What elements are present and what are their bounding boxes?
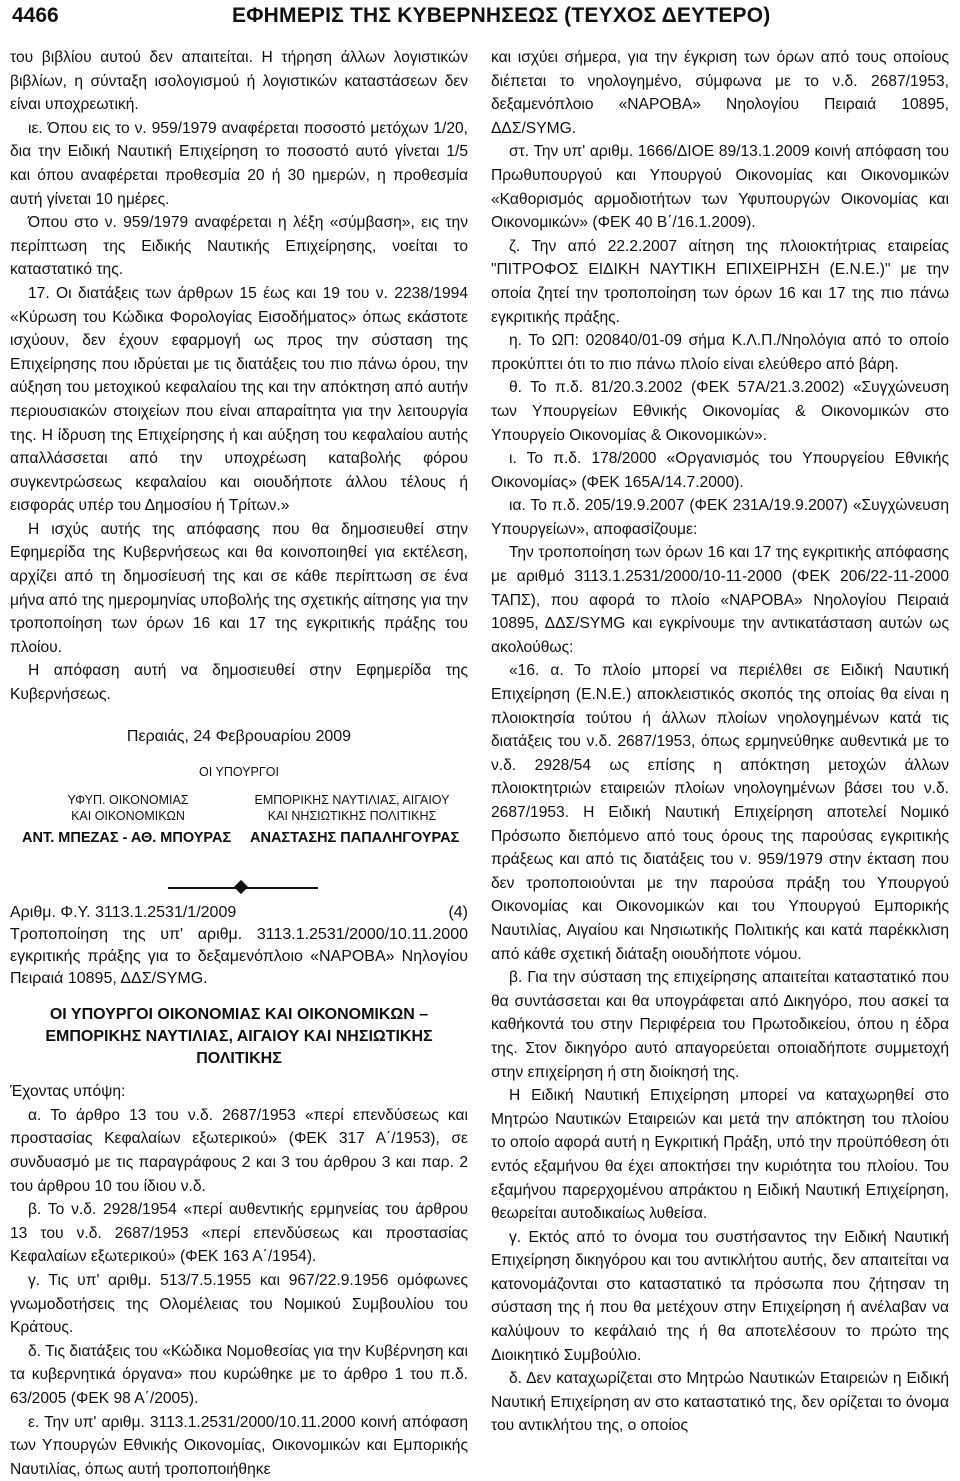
recital: η. Το ΩΠ: 020840/01-09 σήμα Κ.Λ.Π./Νηολόγια από το οποίο προκύπτει ότι το πιο πάνω πλοίο είναι ελεύθερο από βάρη. (491, 332, 949, 373)
section-separator (10, 875, 468, 901)
paragraph: Όπου στο ν. 959/1979 αναφέρεται η λέξη «σύμβαση», εις την περίπτωση της Ειδικής Ναυτικής Επιχείρησης, νοείται το καταστατικό της. (10, 214, 468, 279)
recital: ζ. Την από 22.2.2007 αίτηση της πλοιοκτήτριας εταιρείας "ΠΙΤΡΟΦΟΣ ΕΙΔΙΚΗ ΝΑΥΤΙΚΗ ΕΠΙΧΕΙΡΗΣΗ (Ε.Ν.Ε.)" με την οποία ζητεί την τροποποίηση των όρων 16 και 17 της πιο πάνω εγκριτικής πράξης. (491, 237, 949, 326)
gazette-title: ΕΦΗΜΕΡΙΣ ΤΗΣ ΚΥΒΕΡΝΗΣΕΩΣ (ΤΕΥΧΟΣ ΔΕΥΤΕΡΟ) (232, 4, 771, 27)
paragraph: Η ισχύς αυτής της απόφασης που θα δημοσιευθεί στην Εφημερίδα της Κυβερνήσεως και θα κοινοποιηθεί για εκτέλεση, αρχίζει από τη δημοσίευσή της και σε κάθε περίπτωση σε ένα μήνα από της ημερομηνίας υποβολής της σχετικής αίτησης για την τροποποίηση των όρων 16 και 17 της εγκριτικής πράξης του πλοίου. (10, 520, 468, 656)
recital: ια. Το π.δ. 205/19.9.2007 (ΦΕΚ 231Α/19.9.2007) «Συγχώνευση Υπουργείων», αποφασίζουμε: (491, 497, 949, 538)
term-paragraph: β. Για την σύσταση της επιχείρησης απαιτείται καταστατικό που θα συντάσσεται και θα υπογράφεται από Δικηγόρο, που ασκεί τα καθήκοντά του στην Περιφέρεια του Πρωτοδικείου, όπου η έδρα της. Στον δικηγόρο αυτό απαγορεύεται οποιαδήποτε συμμετοχή στην επιχείρηση ή στη διοίκησή της. (491, 969, 949, 1081)
decision-number: Αριθμ. Φ.Υ. 3113.1.2531/1/2009 (10, 903, 237, 921)
signature-block (10, 725, 468, 875)
decision-index: (4) (448, 903, 468, 921)
signatory-title: ΚΑΙ ΝΗΣΙΩΤΙΚΗΣ ΠΟΛΙΤΙΚΗΣ (267, 808, 437, 823)
signatory-name: ΑΝΤ. ΜΠΕΖΑΣ - ΑΘ. ΜΠΟΥΡΑΣ (22, 829, 232, 846)
term-paragraph: δ. Δεν καταχωρίζεται στο Μητρώο Ναυτικών Εταιρειών η Ειδική Ναυτική Επιχείρηση αν στο καταστατικό της, δεν ορίζεται το όνομα του αντικλήτου της, ο οποίος (491, 1370, 949, 1435)
recital: α. Το άρθρο 13 του ν.δ. 2687/1953 «περί επενδύσεως και προστασίας Κεφαλαίων εξωτερικού» (ΦΕΚ 317 Α΄/1953), σε συνδυασμό με τις παραγράφους 2 και 3 του άρθρου 3 και παρ. 2 του άρθρου 10 του ίδιου ν.δ. (10, 1106, 468, 1195)
paragraph: 17. Οι διατάξεις των άρθρων 15 έως και 19 του ν. 2238/1994 «Κύρωση του Κώδικα Φορολογίας Εισοδήματος» όπως εκάστοτε ισχύουν, δεν έχουν εφαρμογή ως προς την σύσταση της Επιχείρησης που ιδρύεται με τις διατάξεις του πιο πάνω όρου, την αύξηση του μετοχικού κεφαλαίου της και την απόκτηση από αυτήν περιουσιακών στοιχείων που είναι απαραίτητα για την λειτουργία της. Η ίδρυση της Επιχείρησης ή και αύξηση του κεφαλαίου αυτής απαλλάσσεται από την υποχρέωση καταβολής φόρου συγκεντρώσεως κεφαλαίου και οιουδήποτε άλλου τέλους ή εισφοράς υπέρ του Δημοσίου ή Τρίτων.» (10, 284, 468, 515)
paragraph: ιε. Όπου εις το ν. 959/1979 αναφέρεται ποσοστό μετόχων 1/20, δια την Ειδική Ναυτική Επιχείρηση το ποσοστό αυτό γίνεται 1/5 και όπου αναφέρεται προθεσμία 20 ή 30 ημερών, η προθεσμία αυτή γίνεται 10 ημέρες. (10, 119, 468, 208)
paragraph: του βιβλίου αυτού δεν απαιτείται. Η τήρηση άλλων λογιστικών βιβλίων, η σύνταξη ισολογισμού ή λογιστικών καταστάσεων δεν είναι υποχρεωτική. (10, 49, 468, 114)
recital: γ. Τις υπ' αριθμ. 513/7.5.1955 και 967/22.9.1956 ομόφωνες γνωμοδοτήσεις της Ολομέλειας του Νομικού Συμβουλίου του Κράτους. (10, 1271, 468, 1337)
ministers-label: ΟΙ ΥΠΟΥΡΓΟΙ (199, 764, 279, 779)
recital: θ. Το π.δ. 81/20.3.2002 (ΦΕΚ 57Α/21.3.2002) «Συγχώνευση των Υπουργείων Εθνικής Οικονομίας & Οικονομικών στο Υπουργείο Οικονομίας & Οικονομικών». (491, 379, 949, 444)
right-column (491, 46, 949, 1438)
page-number: 4466 (12, 4, 59, 27)
page-header (0, 0, 960, 44)
paragraph: Η απόφαση αυτή να δημοσιευθεί στην Εφημερίδα της Κυβερνήσεως. (10, 662, 468, 704)
decision-reference (10, 901, 468, 925)
term-paragraph: «16. α. Το πλοίο μπορεί να περιέλθει σε Ειδική Ναυτική Επιχείρηση (Ε.Ν.Ε.) αποκλειστικός σκοπός της οποίας θα είναι η πλοιοκτησία τούτου ή άλλων πλοίων νηολογημένων κατά τις διατάξεις του ν.δ. 2687/1953, όπως ερμηνεύθηκε αυθεντικά με το ν.δ. 2928/54 ως επίσης η απόκτηση μετοχών άλλων πλοιοκτητριών εταιρειών πλοίων νηολογημένων βάσει του ν.δ. 2687/1953. Η Ειδική Ναυτική Επιχείρηση αποτελεί Νομικό Πρόσωπο διεπόμενο από τους όρους της παρούσας εγκριτικής πράξεως και από τις διατάξεις του ν. 959/1979 στην έκταση που δεν τροποποιούνται με την παρούσα πράξη του Υπουργού Οικονομίας και Οικονομικών και του Υπουργού Εμπορικής Ναυτιλίας, Αιγαίου και Νησιωτικής Πολιτικής και κατά παρέκκλιση από κάθε σχετική διάταξη οιουδήποτε νόμου. (491, 662, 949, 963)
signatory-title: ΚΑΙ ΟΙΚΟΝΟΜΙΚΩΝ (71, 808, 185, 823)
recital: β. Το ν.δ. 2928/1954 «περί αυθεντικής ερμηνείας του άρθρου 13 του ν.δ. 2687/1953 «περί επενδύσεως και προστασίας Κεφαλαίων εξωτερικού» (ΦΕΚ 163 Α΄/1954). (10, 1201, 468, 1266)
decision-subject: Τροποποίηση της υπ' αριθμ. 3113.1.2531/2000/10.11.2000 εγκριτικής πράξης για το δεξαμενόπλοιο «ΝΑΡΟΒΑ» Νηλογίου Πειραιά 10895, ΔΔΣ/SYMG. (10, 926, 468, 988)
signatory-title: ΕΜΠΟΡΙΚΗΣ ΝΑΥΤΙΛΙΑΣ, ΑΙΓΑΙΟΥ (254, 792, 450, 807)
recital: ι. Το π.δ. 178/2000 «Οργανισμός του Υπουργείου Εθνικής Οικονομίας» (ΦΕΚ 165Α/14.7.2000). (491, 450, 949, 491)
recital: και ισχύει σήμερα, για την έγκριση των όρων από τους οποίους διέπεται το νηολογημένο, σύμφωνα με το ν.δ. 2687/1953, δεξαμενόπλοιο «ΝΑΡΟΒΑ» Νηολογίου Πειραιά 10895, ΔΔΣ/SYMG. (491, 49, 949, 137)
term-paragraph: γ. Εκτός από το όνομα του συστήσαντος την Ειδική Ναυτική Επιχείρηση δικηγόρου και του αντικλήτου αυτής, δεν απαιτείται να κατονομάζονται στο καταστατικό τα πρόσωπα που ζήτησαν τη σύσταση της ή που θα μετέχουν στην Επιχείρηση ή ανέλαβαν να καλύψουν το κεφάλαιό της ή θα αποτελέσουν το πρώτο της Διοικητικό Συμβούλιο. (491, 1228, 949, 1364)
recital: ε. Την υπ' αριθμ. 3113.1.2531/2000/10.11.2000 κοινή απόφαση των Υπουργών Εθνικής Οικονομίας, Οικονομικών και Εμπορικής Ναυτιλίας, όπως αυτή τροποποιήθηκε (10, 1413, 468, 1478)
recital: δ. Τις διατάξεις του «Κώδικα Νομοθεσίας για την Κυβέρνηση και τα κυβερνητικά όργανα» που κυρώθηκε με το άρθρο 1 του π.δ. 63/2005 (ΦΕΚ 98 Α΄/2005). (10, 1342, 468, 1407)
left-column (10, 46, 468, 1481)
decision-text: Την τροποποίηση των όρων 16 και 17 της εγκριτικής απόφασης με αριθμό 3113.1.2531/2000/10-11-2000 (ΦΕΚ 206/22-11-2000 ΤΑΠΣ), που αφορά το πλοίο «ΝΑΡΟΒΑ» Νηολογίου Πειραιά 10895, ΔΔΣ/SYMG και εγκρίνουμε την αντικατάσταση αυτών ως ακολούθως: (491, 544, 949, 656)
diamond-ornament-icon (234, 880, 248, 894)
term-paragraph: Η Ειδική Ναυτική Επιχείρηση μπορεί να καταχωρηθεί στο Μητρώο Ναυτικών Εταιρειών και μετά την απόκτηση του πλοίου το οποίο αφορά αυτή η Εγκριτική Πράξη, υπό την προϋπόθεση ότι εντός εξαμήνου θα έχει αποκτήσει την κυριότητα του πλοίου. Του εξαμήνου παρερχομένου απράκτου η Ειδική Ναυτική Επιχείρηση, θεωρείται αυτοδικαίως λυθείσα. (491, 1087, 949, 1223)
signatory-name: ΑΝΑΣΤΑΣΗΣ ΠΑΠΑΛΗΓΟΥΡΑΣ (250, 829, 460, 846)
place-date: Περαιάς, 24 Φεβρουαρίου 2009 (126, 727, 352, 745)
having-regard: Έχοντας υπόψη: (10, 1083, 126, 1101)
recital: στ. Την υπ' αριθμ. 1666/ΔΙΟΕ 89/13.1.2009 κοινή απόφαση του Πρωθυπουργού και Υπουργού Οικονομίας και Οικονομικών «Καθορισμός αρμοδιοτήτων των Υφυπουργών Οικονομίας και Οικονομικών» (ΦΕΚ 40 Β΄/16.1.2009). (491, 143, 949, 232)
signatory-title: ΥΦΥΠ. ΟΙΚΟΝΟΜΙΑΣ (67, 792, 189, 807)
ministry-heading: ΟΙ ΥΠΟΥΡΓΟΙ ΟΙΚΟΝΟΜΙΑΣ ΚΑΙ ΟΙΚΟΝΟΜΙΚΩΝ – ΕΜΠΟΡΙΚΗΣ ΝΑΥΤΙΛΙΑΣ, ΑΙΓΑΙΟΥ ΚΑΙ ΝΗΣΙΩΤΙΚΗΣ ΠΟΛΙΤΙΚΗΣ (45, 1006, 433, 1068)
